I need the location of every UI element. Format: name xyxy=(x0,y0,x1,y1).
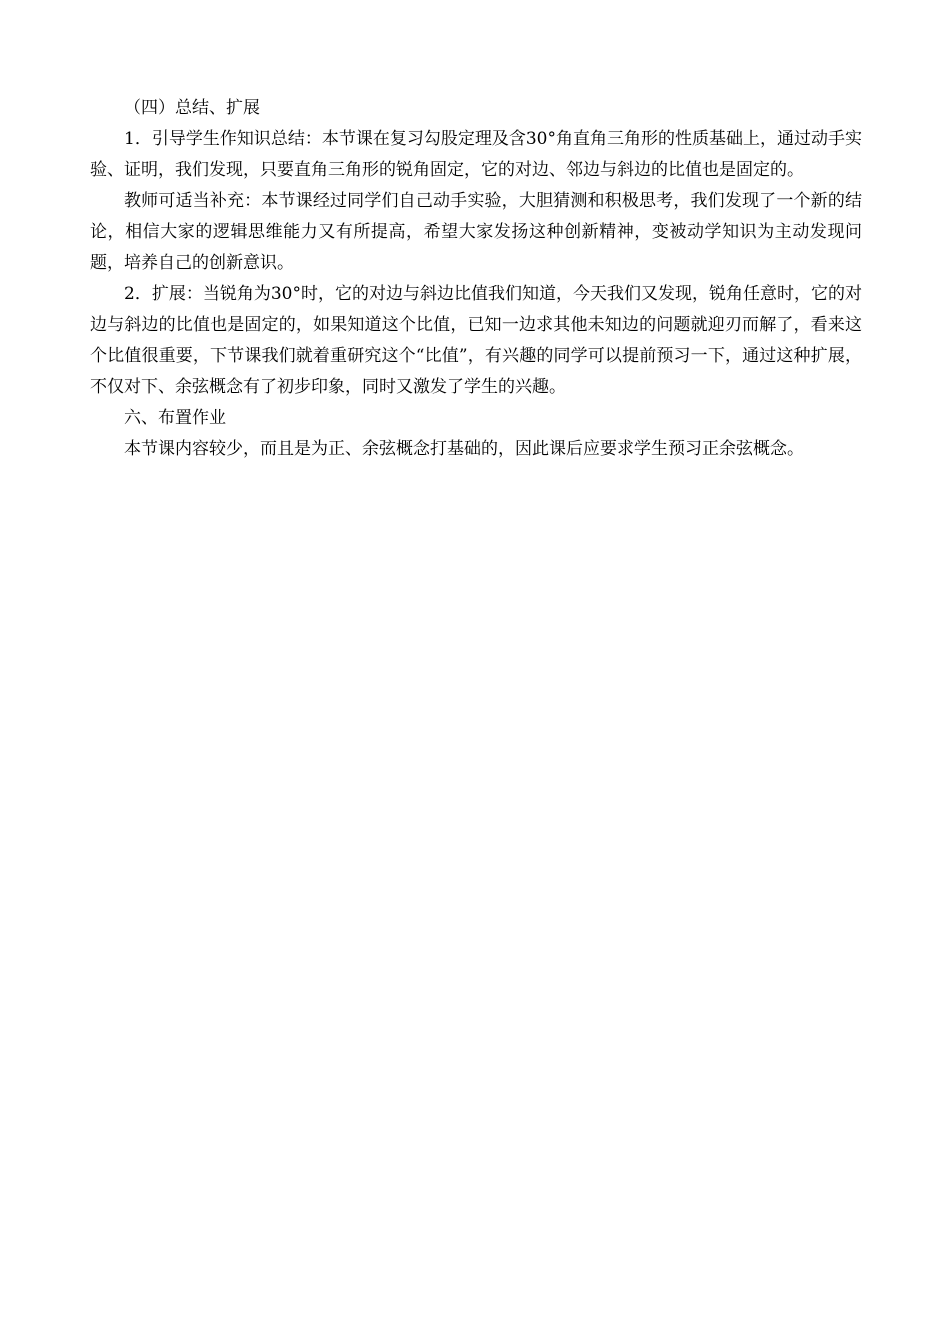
paragraph-extension: 2．扩展：当锐角为30°时，它的对边与斜边比值我们知道，今天我们又发现，锐角任意时，它的对边与斜边的比值也是固定的，如果知道这个比值，已知一边求其他未知边的问题就迎刃而解了，看来这个比值很重要，下节课我们就着重研究这个“比值”，有兴趣的同学可以提前预习一下，通过这种扩展，不仅对下、余弦概念有了初步印象，同时又激发了学生的兴趣。 xyxy=(90,284,862,397)
paragraph-homework: 本节课内容较少，而且是为正、余弦概念打基础的，因此课后应要求学生预习正余弦概念。 xyxy=(124,439,804,459)
section-heading-homework: 六、布置作业 xyxy=(124,408,226,428)
section-heading-summary: （四）总结、扩展 xyxy=(124,98,260,118)
paragraph-teacher-supplement: 教师可适当补充：本节课经过同学们自己动手实验，大胆猜测和积极思考，我们发现了一个新的结论，相信大家的逻辑思维能力又有所提高，希望大家发扬这种创新精神，变被动学知识为主动发现问题，培养自己的创新意识。 xyxy=(90,191,862,273)
paragraph-knowledge-summary: 1．引导学生作知识总结：本节课在复习勾股定理及含30°角直角三角形的性质基础上，通过动手实验、证明，我们发现，只要直角三角形的锐角固定，它的对边、邻边与斜边的比值也是固定的。 xyxy=(90,129,862,180)
document-body xyxy=(90,93,862,465)
